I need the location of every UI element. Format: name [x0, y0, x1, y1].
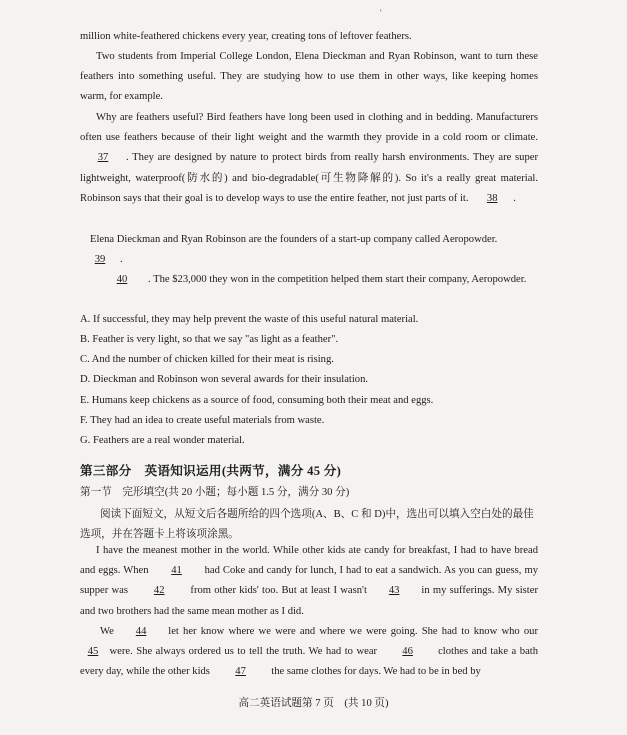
blank-43: 43	[388, 585, 400, 597]
top-mark: '	[380, 8, 382, 18]
option-a: A. If successful, they may help prevent the waste of this useful natural material.	[80, 314, 419, 325]
option-c: C. And the number of chicken killed for their meat is rising.	[80, 354, 334, 365]
blank-47: 47	[235, 666, 246, 678]
cloze-p1-text-b: had Coke and candy for lunch, I had to eat a sandwich. As you can guess, my supper was	[80, 565, 538, 597]
paragraph-3-text-c: .	[513, 192, 516, 204]
passage-paragraph-2: Two students from Imperial College London, Elena Dieckman and Ryan Robinson, want to turn these feathers into something useful. They are studying how to use them in other ways, like keeping homes warm, for example.	[80, 51, 538, 103]
blank-37: 37	[97, 152, 109, 164]
paragraph-4-end: .	[120, 254, 123, 266]
section-title: 第三部分 英语知识运用(共两节，满分 45 分)	[80, 464, 342, 478]
cloze-p2-text-d: clothes and take a bath every day, while the other kids	[80, 646, 539, 678]
option-f: F. They had an idea to create useful materials from waste.	[80, 415, 325, 426]
blank-40: 40	[116, 274, 128, 285]
blank-44: 44	[135, 626, 147, 637]
cloze-p1-text-c: from other kids' too. But at least I wasn't	[190, 585, 367, 597]
cloze-p2-text-e: the same clothes for days. We had to be in bed by	[271, 666, 481, 678]
passage-paragraph-5	[80, 270, 538, 290]
paragraph-3-text-b: . They are designed by nature to protect birds from really harsh environments. They are super lightweight, waterproof(防水的) and bio-degradable(可生物降解的). So it's a really great material. Robinson says that their goal is to develop ways to use the entire feather, not just parts of it.	[80, 152, 538, 204]
paragraph-3-text-a: Why are feathers useful? Bird feathers have long been used in clothing and in bedding. Manufacturers often use feathers because of their light weight and the warmth they provide in a cold room or climate.	[80, 112, 538, 144]
instructions: 阅读下面短文，从短文后各题所给的四个选项(A、B、C 和 D)中，选出可以填入空白处的最佳选项，并在答题卡上将该项涂黑。	[80, 509, 534, 540]
blank-45: 45	[87, 646, 99, 658]
option-g: G. Feathers are a real wonder material.	[80, 435, 245, 446]
blank-46: 46	[402, 646, 413, 658]
cloze-p2-text-a: We	[100, 626, 114, 637]
option-e: E. Humans keep chickens as a source of food, consuming both their meat and eggs.	[80, 395, 434, 406]
cloze-p2-text-c: were. She always ordered us to tell the truth. We had to wear	[109, 646, 378, 658]
subsection-title: 第一节 完形填空(共 20 小题；每小题 1.5 分，满分 30 分)	[80, 487, 350, 498]
cloze-p1-text-d: in my sufferings. My sister and two brothers had the same mean mother as I did.	[80, 585, 538, 617]
option-b: B. Feather is very light, so that we say "as light as a feather".	[80, 334, 339, 345]
blank-38: 38	[486, 192, 498, 204]
page-footer: 高二英语试题第 7 页 (共 10 页)	[238, 698, 389, 709]
blank-41: 41	[171, 565, 182, 577]
passage-line-1: million white-feathered chickens every year, creating tons of leftover feathers.	[80, 31, 412, 42]
passage-paragraph-3	[80, 108, 538, 209]
option-d: D. Dieckman and Robinson won several awards for their insulation.	[80, 374, 369, 385]
cloze-paragraph-1	[80, 541, 538, 622]
paragraph-5-text: . The $23,000 they won in the competition helped them start their company, Aeropowder.	[148, 274, 527, 285]
blank-39: 39	[94, 254, 106, 266]
blank-42: 42	[153, 585, 165, 597]
cloze-p2-text-b: let her know where we were and where we were going. She had to know who our	[168, 626, 538, 637]
passage-paragraph-4	[80, 230, 538, 270]
paragraph-4-text: Elena Dieckman and Ryan Robinson are the founders of a start-up company called Aeropowder.	[90, 234, 498, 245]
cloze-p1-text-a: I have the meanest mother in the world. While other kids ate candy for breakfast, I had to have bread and eggs. When	[80, 545, 538, 577]
cloze-paragraph-2	[80, 622, 538, 683]
